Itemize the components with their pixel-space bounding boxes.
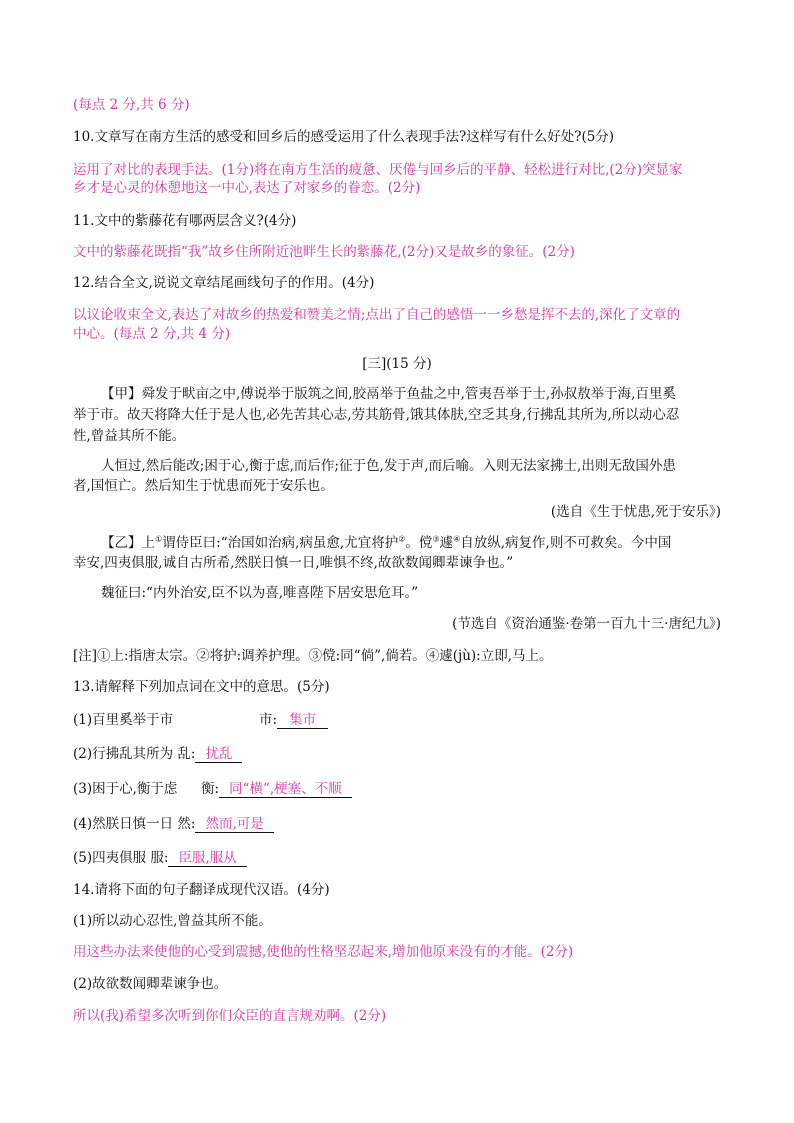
q13-item-5: (5)四夷俱服 服: 臣服,服从 xyxy=(73,848,723,868)
q13-item-1: (1)百里奚举于市 市: 集市 xyxy=(73,710,723,730)
q11-answer: 文中的紫藤花既指“我”故乡住所附近池畔生长的紫藤花,(2分)又是故乡的象征。(2分) xyxy=(73,244,575,260)
passage-b-source: (节选自《资治通鉴·卷第一百九十三·唐纪九》) xyxy=(452,616,721,632)
passage-a-line2: 举于市。故天将降大任于是人也,必先苦其心志,劳其筋骨,饿其体肤,空乏其身,行拂乱其所为,所以动心忍 xyxy=(73,407,680,423)
q13-answer-2: 扰乱 xyxy=(195,746,242,763)
q11-question: 11.文中的紫藤花有哪两层含义?(4分) xyxy=(73,213,297,229)
passage-a-line4: 人恒过,然后能改;困于心,衡于虑,而后作;征于色,发于声,而后喻。入则无法家拂士,出则无敌国外患 xyxy=(101,458,676,474)
section-3-heading: [三](15 分) xyxy=(362,356,432,372)
note-4-marker: ④ xyxy=(453,534,461,544)
note-2-marker: ② xyxy=(398,534,406,544)
q13-item-3: (3)困于心,衡于虑 衡: 同“横”,梗塞、不顺 xyxy=(73,779,723,799)
q12-question: 12.结合全文,说说文章结尾画线句子的作用。(4分) xyxy=(73,275,375,291)
passage-b-line1: 【乙】上①谓侍臣曰:“治国如治病,病虽愈,尤宜将护②。傥③遽④自放纵,病复作,则不可救矣。今中国 xyxy=(101,534,672,551)
q14-sentence-2: (2)故欲数闻卿辈谏争也。 xyxy=(73,976,228,992)
q13-question: 13.请解释下列加点词在文中的意思。(5分) xyxy=(73,679,330,695)
q10-answer-line2: 乡才是心灵的休憩地这一中心,表达了对家乡的眷恋。(2分) xyxy=(73,180,421,196)
q10-answer-line1: 运用了对比的表现手法。(1分)将在南方生活的疲惫、厌倦与回乡后的平静、轻松进行对比,(2分)突显家 xyxy=(73,162,683,178)
q14-answer-2: 所以(我)希望多次听到你们众臣的直言规劝啊。(2分) xyxy=(73,1008,387,1024)
q13-answer-5: 臣服,服从 xyxy=(168,850,246,867)
q12-answer-line1: 以议论收束全文,表达了对故乡的热爱和赞美之情;点出了自己的感悟一一乡愁是挥不去的,深化了文章的 xyxy=(73,307,681,323)
q9-score-note: (每点 2 分,共 6 分) xyxy=(73,97,190,113)
passage-a-line3: 性,曾益其所不能。 xyxy=(73,428,186,444)
q13-answer-1: 集市 xyxy=(277,712,328,729)
passage-a-line1: 【甲】舜发于畎亩之中,傅说举于版筑之间,胶鬲举于鱼盐之中,管夷吾举于士,孙叔敖举于海,百里奚 xyxy=(101,386,676,402)
passage-b-line2: 幸安,四夷俱服,诚自古所希,然朕日慎一日,唯惧不终,故欲数闻卿辈谏争也。” xyxy=(73,555,514,571)
q13-answer-3: 同“横”,梗塞、不顺 xyxy=(219,781,352,798)
q12-answer-line2: 中心。(每点 2 分,共 4 分) xyxy=(73,326,231,342)
passage-a-line5: 者,国恒亡。然后知生于忧患而死于安乐也。 xyxy=(73,478,334,494)
q14-answer-1: 用这些办法来使他的心受到震撼,使他的性格坚忍起来,增加他原来没有的才能。(2分) xyxy=(73,944,574,960)
annotation-notes: [注]①上:指唐太宗。②将护:调养护理。③傥:同“倘”,倘若。④遽(jù):立即,马上。 xyxy=(73,648,553,664)
note-3-marker: ③ xyxy=(432,534,440,544)
passage-a-source: (选自《生于忧患,死于安乐》) xyxy=(550,504,721,520)
q10-question: 10.文章写在南方生活的感受和回乡后的感受运用了什么表现手法?这样写有什么好处?(5分) xyxy=(73,129,615,145)
note-1-marker: ① xyxy=(155,534,163,544)
passage-b-line3: 魏征曰:“内外治安,臣不以为喜,唯喜陛下居安思危耳。” xyxy=(101,585,419,601)
q13-answer-4: 然而,可是 xyxy=(195,816,273,833)
q14-sentence-1: (1)所以动心忍性,曾益其所不能。 xyxy=(73,913,272,929)
q14-question: 14.请将下面的句子翻译成现代汉语。(4分) xyxy=(73,882,330,898)
q13-item-4: (4)然朕日慎一日 然: 然而,可是 xyxy=(73,814,723,834)
q13-item-2: (2)行拂乱其所为 乱: 扰乱 xyxy=(73,744,723,764)
